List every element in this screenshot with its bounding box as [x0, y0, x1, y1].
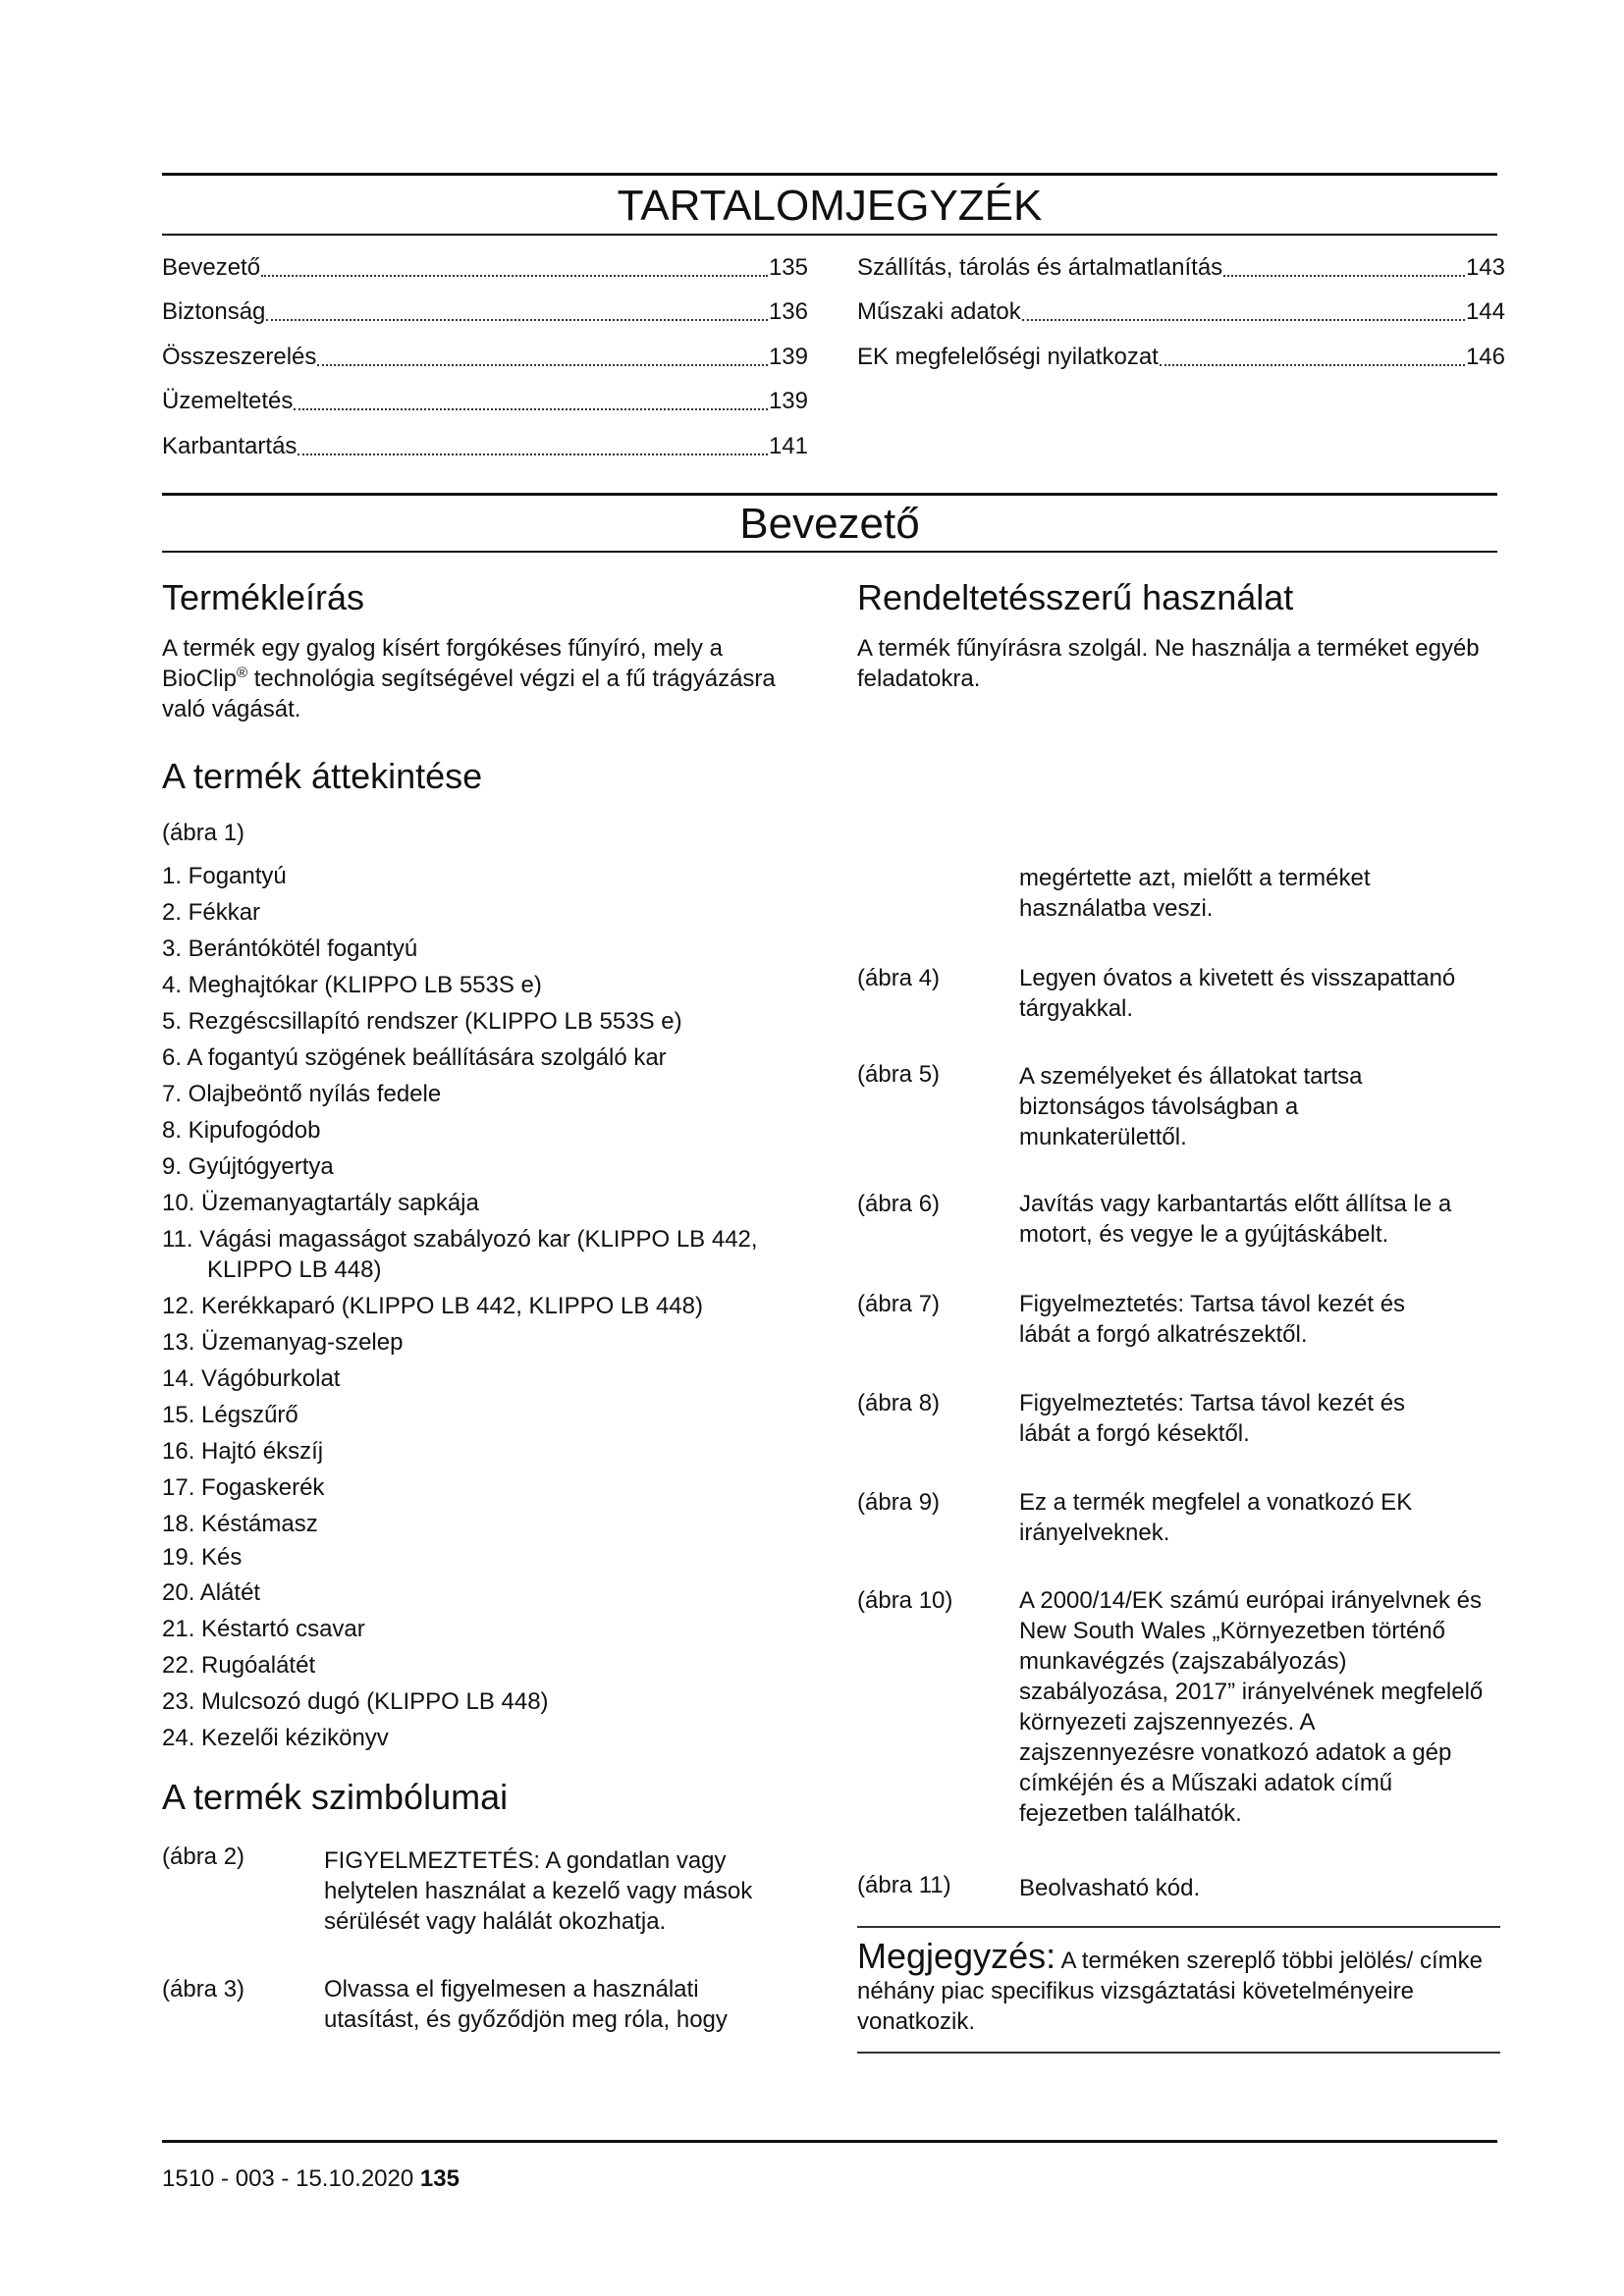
- symbol-description: FIGYELMEZTETÉS: A gondatlan vagy helytelen használat a kezelő vagy mások sérülését vagy halálát okozhatja.: [324, 1847, 753, 1935]
- list-item: 10. Üzemanyagtartály sapkája: [162, 1190, 479, 1216]
- toc-entry[interactable]: [162, 432, 808, 461]
- list-item: 20. Alátét: [162, 1579, 261, 1606]
- symbol-description: Figyelmeztetés: Tartsa távol kezét és lábát a forgó alkatrészektől.: [1019, 1291, 1406, 1348]
- list-item: 2. Fékkar: [162, 899, 261, 926]
- list-item: 23. Mulcsozó dugó (KLIPPO LB 448): [162, 1688, 549, 1715]
- list-item: 13. Üzemanyag-szelep: [162, 1329, 404, 1356]
- toc-entry[interactable]: [857, 297, 1505, 327]
- list-item: 24. Kezelői kézikönyv: [162, 1725, 389, 1751]
- product-symbols-heading: A termék szimbólumai: [162, 1777, 509, 1817]
- toc-entry[interactable]: [162, 253, 808, 283]
- list-item: 16. Hajtó ékszíj: [162, 1438, 324, 1465]
- symbol-figure-ref: (ábra 2): [162, 1843, 245, 1870]
- note: [857, 1936, 1486, 2037]
- symbol-figure-ref: (ábra 11): [857, 1872, 951, 1898]
- section-top-rule: [162, 493, 1497, 496]
- toc-leader: [1160, 364, 1465, 366]
- toc-title-rule: [162, 234, 1497, 236]
- list-item: 19. Kés: [162, 1544, 243, 1571]
- symbol-description: Legyen óvatos a kivetett és visszapattanó tárgyakkal.: [1019, 965, 1456, 1022]
- symbol-description: A személyeket és állatokat tartsa biztonságos távolságban a munkaterülettől.: [1019, 1063, 1363, 1150]
- intended-use-heading: Rendeltetésszerű használat: [857, 577, 1294, 617]
- product-description-text-part: technológia segítségével végzi el a fű trágyázásra való vágását.: [162, 666, 776, 722]
- list-item: 18. Késtámasz: [162, 1511, 318, 1537]
- note-top-rule: [857, 1926, 1500, 1928]
- toc-leader: [1022, 319, 1465, 321]
- toc-leader: [1223, 275, 1465, 277]
- footer-page-number: 135: [419, 2165, 460, 2192]
- list-item: [162, 1224, 800, 1291]
- list-item: 9. Gyújtógyertya: [162, 1153, 334, 1180]
- symbol-description: Figyelmeztetés: Tartsa távol kezét és lábát a forgó késektől.: [1019, 1390, 1406, 1447]
- toc-leader: [294, 408, 768, 410]
- symbol-figure-ref: (ábra 10): [857, 1587, 953, 1614]
- symbol-figure-ref: (ábra 7): [857, 1291, 941, 1317]
- toc-entry-page: 144: [1465, 298, 1505, 325]
- toc-entry-page: 135: [768, 254, 808, 281]
- product-description-text-part: A termék egy gyalog kísért forgókéses fűnyíró, mely a BioClip: [162, 635, 723, 692]
- toc-entry-page: 141: [768, 433, 808, 459]
- toc-entry[interactable]: [162, 297, 808, 327]
- toc-entry-page: 139: [768, 344, 808, 370]
- symbol-description: Ez a termék megfelel a vonatkozó EK irányelveknek.: [1019, 1489, 1413, 1546]
- footer-doc-id: 1510 - 003 - 15.10.2020: [162, 2165, 414, 2192]
- list-item: 14. Vágóburkolat: [162, 1365, 341, 1392]
- toc-entry[interactable]: [857, 343, 1505, 372]
- toc-entry-label: Bevezető: [162, 254, 261, 281]
- list-item: 4. Meghajtókar (KLIPPO LB 553S e): [162, 972, 542, 998]
- list-item: 22. Rugóalátét: [162, 1652, 316, 1679]
- toc-entry-label: Összeszerelés: [162, 344, 317, 370]
- toc-entry[interactable]: [162, 343, 808, 372]
- toc-entry-label: Karbantartás: [162, 433, 298, 459]
- section-title: Bevezető: [739, 500, 920, 548]
- toc-entry-label: Üzemeltetés: [162, 388, 294, 414]
- intended-use-text: A termék fűnyírásra szolgál. Ne használja a terméket egyéb feladatokra.: [857, 635, 1480, 692]
- product-overview-heading: A termék áttekintése: [162, 756, 483, 796]
- list-item: 17. Fogaskerék: [162, 1474, 325, 1501]
- list-item: 12. Kerékkaparó (KLIPPO LB 442, KLIPPO LB 448): [162, 1293, 703, 1319]
- footer: [162, 2164, 460, 2194]
- symbol-figure-ref: (ábra 9): [857, 1489, 941, 1516]
- list-item-text: 11. Vágási magasságot szabályozó kar (KLIPPO LB 442, KLIPPO LB 448): [162, 1226, 758, 1283]
- note-label: Megjegyzés:: [857, 1936, 1056, 1976]
- registered-mark: ®: [237, 665, 248, 681]
- note-bottom-rule: [857, 2052, 1500, 2054]
- parts-list: [162, 861, 800, 1759]
- symbol-figure-ref: (ábra 6): [857, 1191, 941, 1217]
- symbol-description: Olvassa el figyelmesen a használati utasítást, és győződjön meg róla, hogy: [324, 1976, 728, 2033]
- symbol-figure-ref: (ábra 5): [857, 1061, 941, 1088]
- toc-entry-label: Szállítás, tárolás és ártalmatlanítás: [857, 254, 1223, 281]
- product-description-text: [162, 633, 790, 724]
- symbol-description: Beolvasható kód.: [1019, 1875, 1201, 1901]
- note-text: A terméken szereplő többi jelölés/ címke néhány piac specifikus vizsgáztatási követelményeire vonatkozik.: [857, 1948, 1483, 2035]
- toc-entry[interactable]: [162, 387, 808, 416]
- list-item: 7. Olajbeöntő nyílás fedele: [162, 1081, 442, 1107]
- symbol-figure-ref: (ábra 8): [857, 1390, 941, 1416]
- list-item: 1. Fogantyú: [162, 863, 287, 889]
- toc-leader: [298, 454, 768, 455]
- toc-entry-page: 143: [1465, 254, 1505, 281]
- toc-entry-page: 139: [768, 388, 808, 414]
- toc-entry-label: Műszaki adatok: [857, 298, 1021, 325]
- symbol-figure-ref: (ábra 3): [162, 1976, 245, 2002]
- toc-entry-label: EK megfelelőségi nyilatkozat: [857, 344, 1159, 370]
- toc-leader: [261, 275, 768, 277]
- list-item: 5. Rezgéscsillapító rendszer (KLIPPO LB 553S e): [162, 1008, 682, 1035]
- list-item: 6. A fogantyú szögének beállítására szolgáló kar: [162, 1044, 667, 1071]
- list-item: 8. Kipufogódob: [162, 1117, 321, 1144]
- list-item: 21. Késtartó csavar: [162, 1616, 365, 1642]
- toc-entry-label: Biztonság: [162, 298, 266, 325]
- list-item: 3. Berántókötél fogantyú: [162, 935, 418, 962]
- toc-entry[interactable]: [857, 253, 1505, 283]
- toc-leader: [266, 319, 768, 321]
- footer-rule: [162, 2140, 1497, 2143]
- toc-title: TARTALOMJEGYZÉK: [617, 182, 1043, 230]
- section-title-rule: [162, 551, 1497, 553]
- symbol-description: Javítás vagy karbantartás előtt állítsa le a motort, és vegye le a gyújtáskábelt.: [1019, 1191, 1452, 1248]
- symbol-figure-ref: (ábra 4): [857, 965, 941, 991]
- top-rule: [162, 173, 1497, 176]
- figure-ref: (ábra 1): [162, 820, 245, 846]
- toc-entry-page: 136: [768, 298, 808, 325]
- product-description-heading: Termékleírás: [162, 577, 365, 617]
- list-item: 15. Légszűrő: [162, 1402, 298, 1428]
- toc-leader: [317, 364, 768, 366]
- symbol-description: A 2000/14/EK számú európai irányelvnek és New South Wales „Környezetben történő munkavégzés (zajszabályozás) szabályozása, 2017” irányelvének megfelelő környezeti zajszennyezés. A zajszennyezésre vonatkozó adatok a gép címkéjén és a Műszaki adatok című fejezetben találhatók.: [1019, 1587, 1484, 1827]
- symbol-description-continued: megértette azt, mielőtt a terméket használatba veszi.: [1019, 865, 1371, 922]
- toc-entry-page: 146: [1465, 344, 1505, 370]
